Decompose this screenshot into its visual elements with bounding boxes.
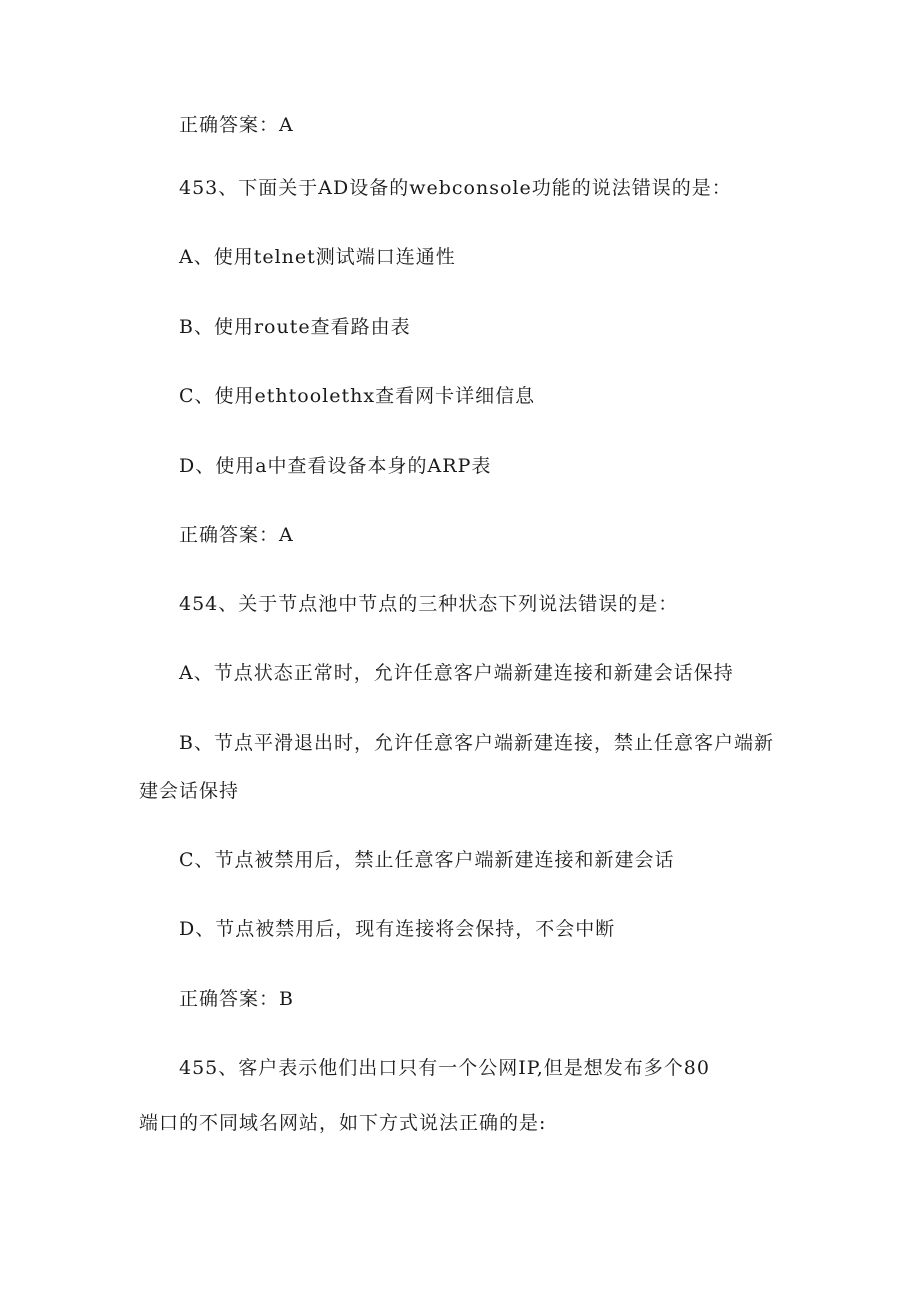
answer-454: 正确答案：B [179,988,294,1010]
question-454-option-b: B、节点平滑退出时，允许任意客户端新建连接，禁止任意客户端新 [179,732,774,754]
question-454-stem: 454、关于节点池中节点的三种状态下列说法错误的是： [179,593,679,615]
answer-453: 正确答案：A [179,524,294,546]
question-454-option-b-continued: 建会话保持 [139,780,240,802]
question-454-option-a: A、节点状态正常时，允许任意客户端新建连接和新建会话保持 [179,662,734,684]
question-454-option-d: D、节点被禁用后，现有连接将会保持，不会中断 [179,918,616,940]
question-453-option-b: B、使用route查看路由表 [179,316,411,338]
question-454-option-c: C、节点被禁用后，禁止任意客户端新建连接和新建会话 [179,849,675,871]
question-453-option-d: D、使用a中查看设备本身的ARP表 [179,455,492,477]
question-455-stem-line1: 455、客户表示他们出口只有一个公网IP,但是想发布多个80 [179,1057,710,1079]
question-455-stem-line2: 端口的不同域名网站，如下方式说法正确的是: [139,1112,547,1134]
answer-452: 正确答案：A [179,114,294,136]
question-453-stem: 453、下面关于AD设备的webconsole功能的说法错误的是： [179,177,732,199]
question-453-option-a: A、使用telnet测试端口连通性 [179,246,456,268]
question-453-option-c: C、使用ethtoolethx查看网卡详细信息 [179,385,536,407]
